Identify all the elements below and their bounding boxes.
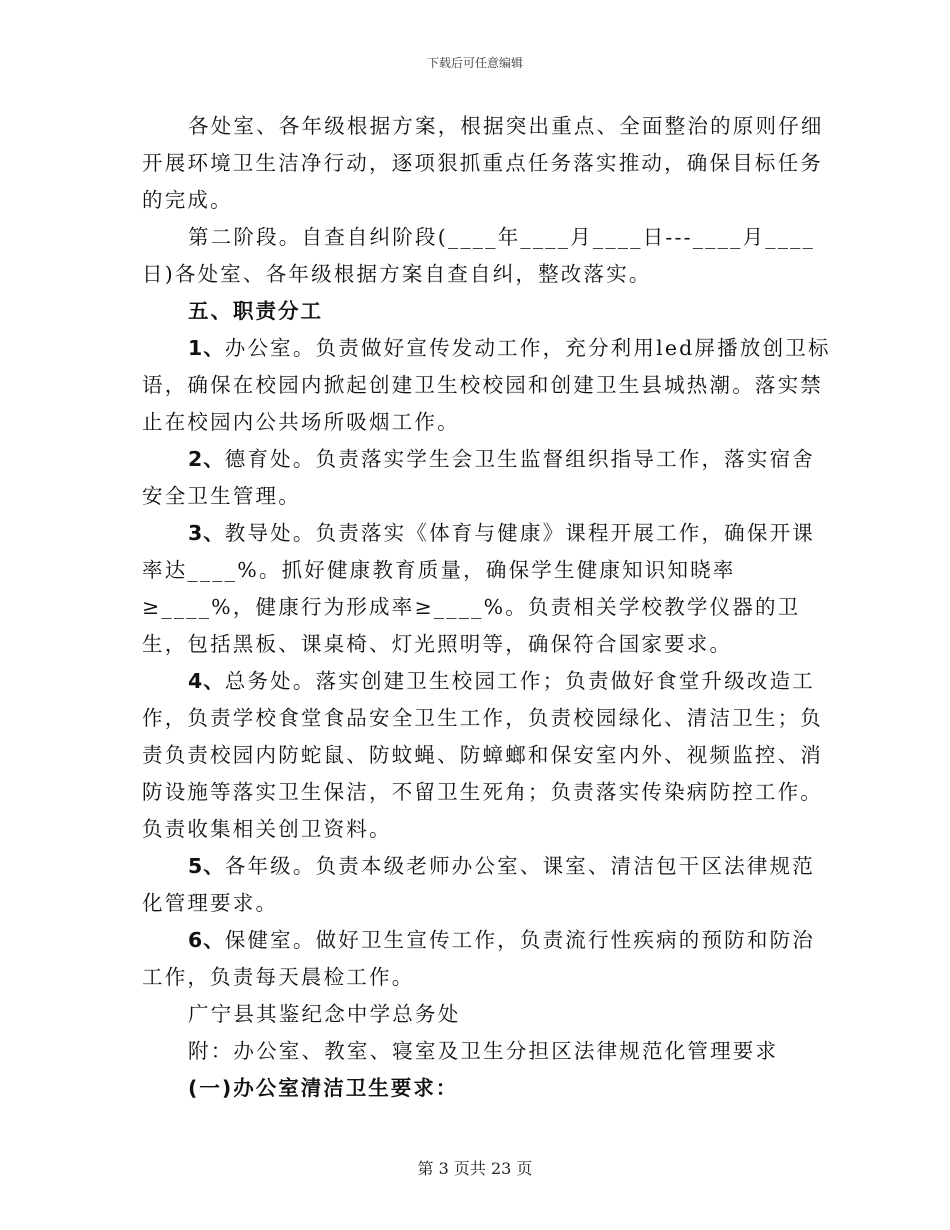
duty-item-grades <box>142 848 832 922</box>
section-heading-duties: 五、职责分工 <box>188 299 323 323</box>
duty-text: 德育处。负责落实学生会卫生监督组织指导工作，落实宿舍安全卫生管理。 <box>142 447 815 508</box>
duty-number: 6、 <box>188 928 225 952</box>
duty-item-health-room <box>142 922 832 996</box>
page-footer: 第 3 页共 23 页 <box>417 1159 533 1178</box>
signature-line: 广宁县其鉴纪念中学总务处 <box>188 1002 461 1026</box>
page-header: 下载后可任意编辑 <box>426 56 523 70</box>
document-body <box>142 108 832 1107</box>
paragraph-phase-two: 第二阶段。自查自纠阶段(____年____月____日---____月____日)各处室、各年级根据方案自查自纠，整改落实。 <box>142 225 816 286</box>
duty-number: 5、 <box>188 854 225 878</box>
duty-text: 办公室。负责做好宣传发动工作，充分利用led屏播放创卫标语，确保在校园内掀起创建卫生校校园和创建卫生县城热潮。落实禁止在校园内公共场所吸烟工作。 <box>142 336 831 434</box>
duty-item-general-affairs <box>142 663 832 848</box>
duty-item-academic-affairs <box>142 515 832 663</box>
duty-number: 2、 <box>188 447 225 471</box>
attachment-line: 附：办公室、教室、寝室及卫生分担区法律规范化管理要求 <box>188 1039 779 1063</box>
duty-text: 教导处。负责落实《体育与健康》课程开展工作，确保开课率达____%。抓好健康教育质量，确保学生健康知识知晓率≥____%，健康行为形成率≥____%。负责相关学校教学仪器的卫生，包括黑板、课桌椅、灯光照明等，确保符合国家要求。 <box>142 521 815 656</box>
duty-item-moral-education <box>142 441 832 515</box>
duty-text: 保健室。做好卫生宣传工作，负责流行性疾病的预防和防治工作，负责每天晨检工作。 <box>142 928 815 989</box>
duty-text: 各年级。负责本级老师办公室、课室、清洁包干区法律规范化管理要求。 <box>142 854 815 915</box>
duty-number: 3、 <box>188 521 225 545</box>
duty-number: 4、 <box>188 669 225 693</box>
duty-number: 1、 <box>188 336 225 360</box>
sub-heading-office-hygiene: (一)办公室清洁卫生要求： <box>188 1076 459 1100</box>
duty-text: 总务处。落实创建卫生校园工作；负责做好食堂升级改造工作，负责学校食堂食品安全卫生工作，负责校园绿化、清洁卫生；负责负责校园内防蛇鼠、防蚊蝇、防蟑螂和保安室内外、视频监控、消防设施等落实卫生保洁，不留卫生死角；负责落实传染病防控工作。负责收集相关创卫资料。 <box>142 669 823 841</box>
paragraph-phase-one: 各处室、各年级根据方案，根据突出重点、全面整治的原则仔细开展环境卫生洁净行动，逐项狠抓重点任务落实推动，确保目标任务的完成。 <box>142 114 824 212</box>
duty-item-office <box>142 330 832 441</box>
